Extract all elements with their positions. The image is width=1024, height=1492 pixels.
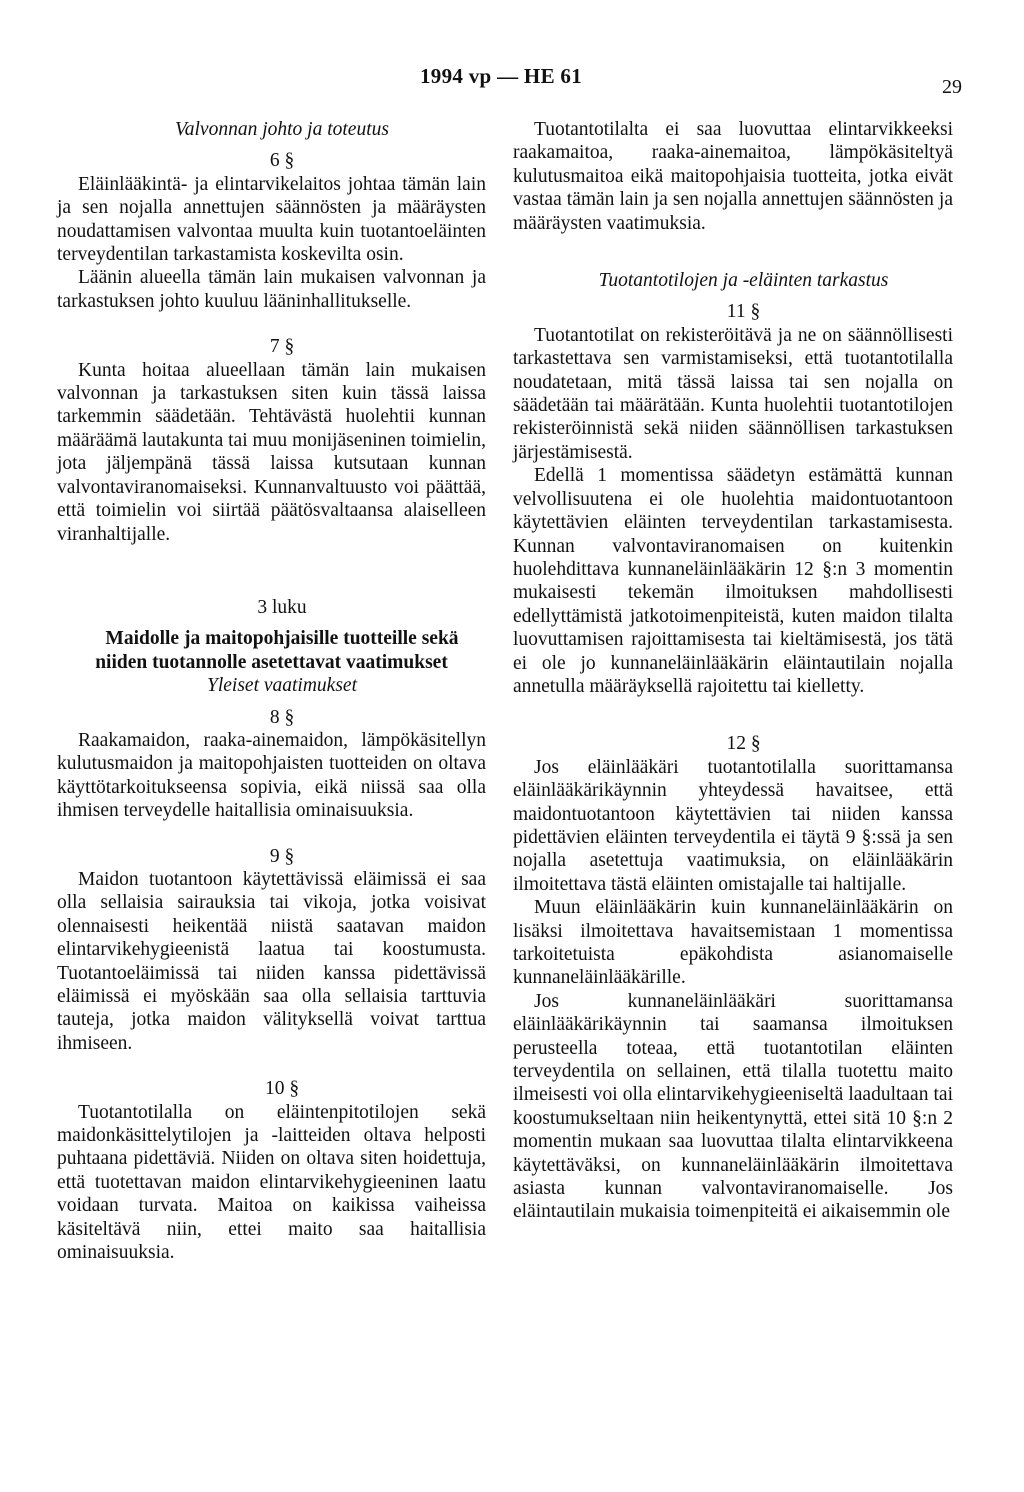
left-column xyxy=(57,118,486,1264)
section-12-paragraph-3: Jos kunnaneläinlääkäri suorittamansa eläinlääkärikäynnin tai saamansa ilmoituksen perusteella toteaa, että tuotantotilan eläinten terveydentila on sellainen, että tilalla tuotettu maito ilmeisesti voi olla elintarvikehygieeniseltä laadultaan tai koostumukseltaan niin heikentynyttä, ettei sitä 10 §:n 2 momentin mukaan saa luovuttaa tilalta elintarvikkeena käytettäväksi, on kunnaneläinlääkärin ilmoitettava asiasta kunnan valvontaviranomaiselle. Jos eläintautilain mukaisia toimenpiteitä ei aikaisemmin ole xyxy=(513,990,953,1223)
section-7-paragraph-1: Kunta hoitaa alueellaan tämän lain mukaisen valvonnan ja tarkastuksen siten kuin tässä laissa tarkemmin säädetään. Tehtävästä huolehtii kunnan määräämä lautakunta tai muu monijäseninen toimielin, jota jäljempänä tässä laissa kutsutaan kunnan valvontaviranomaiseksi. Kunnanvaltuusto voi päättää, että toimielin voi siirtää päätösvaltaansa alaiselleen viranhaltijalle. xyxy=(57,359,486,545)
section-7-number: 7 § xyxy=(269,336,295,358)
section-12-paragraph-2: Muun eläinlääkärin kuin kunnaneläinlääkärin on lisäksi ilmoitettava havaitsemistaan 1 momentissa tarkoitetuista epäkohdista asianomaiselle kunnaneläinlääkärille. xyxy=(513,897,953,989)
section-heading-yleiset: Yleiset vaatimukset xyxy=(206,675,357,697)
section-9-number: 9 § xyxy=(269,845,295,867)
section-12-number: 12 § xyxy=(726,733,761,755)
chapter-title: Maidolle ja maitopohjaisille tuotteille sekä niiden tuotannolle asetettavat vaatimukset xyxy=(95,628,459,673)
section-10-number: 10 § xyxy=(264,1078,300,1100)
section-8-number: 8 § xyxy=(269,706,295,728)
chapter-number: 3 luku xyxy=(257,596,307,618)
section-11-paragraph-2: Edellä 1 momentissa säädetyn estämättä kunnan velvollisuutena ei ole huolehtia maidontuotantoon käytettävien eläinten terveydentilan tarkastamisesta. Kunnan valvontaviranomaisen on kuitenkin huolehdittava kunnaneläinlääkärin 12 §:n 3 momentin mukaisesti tekemän ilmoituksen mahdollisesti edellyttämistä jatkotoimenpiteistä, kuten maidon tilalta luovuttamisen rajoittamisesta tai kieltämisestä, jos tätä ei ole jo kunnaneläinlääkärin eläintautilain nojalla annetulla määräyksellä rajoitettu tai kielletty. xyxy=(513,465,953,697)
page-header xyxy=(0,64,1024,98)
section-8-paragraph-1: Raakamaidon, raaka-ainemaidon, lämpökäsitellyn kulutusmaidon ja maitopohjaisten tuotteiden on oltava käyttötarkoitukseensa sopivia, eikä niissä saa olla ihmisen terveydelle haitallisia ominaisuuksia. xyxy=(57,729,486,822)
section-11-paragraph-1: Tuotantotilat on rekisteröitävä ja ne on säännöllisesti tarkastettava sen varmistamiseksi, että tuotantotilalla noudatetaan, mitä tässä laissa tai sen nojalla on säädetään tai määrätään. Kunta huolehtii tuotantotilojen rekisteröinnistä sekä niiden säännöllisen tarkastuksen järjestämisestä. xyxy=(513,324,953,463)
continued-paragraph: Tuotantotilalta ei saa luovuttaa elintarvikkeeksi raakamaitoa, raaka-ainemaitoa, lämpökäsiteltyä kulutusmaitoa eikä maitopohjaisia tuotteita, jotka eivät vastaa tämän lain ja sen nojalla annettujen säännösten ja määräysten vaatimuksia. xyxy=(513,119,953,234)
section-12-paragraph-1: Jos eläinlääkäri tuotantotilalla suorittamansa eläinlääkärikäynnin yhteydessä havaitsee, että maidontuotantoon käytettävien tai niiden kanssa pidettävien eläinten terveydentila ei täytä 9 §:ssä ja sen nojalla asetettuja vaatimuksia, on eläinlääkärin ilmoitettava tästä eläinten omistajalle tai haltijalle. xyxy=(513,756,953,895)
section-9-paragraph-1: Maidon tuotantoon käytettävissä eläimissä ei saa olla sellaisia sairauksia tai vikoja, jotka voisivat olennaisesti heikentää niistä saatavan maidon elintarvikehygieenistä laatua tai koostumusta. Tuotantoeläimissä tai niiden kanssa pidettävissä eläimissä ei myöskään saa olla sellaisia tarttuvia tauteja, jotka maidon välityksellä voivat tarttua ihmiseen. xyxy=(57,868,486,1054)
page-number: 29 xyxy=(942,76,962,98)
section-heading-valvonta: Valvonnan johto ja toteutus xyxy=(175,119,389,140)
running-head: 1994 vp — HE 61 xyxy=(420,64,583,88)
section-6-paragraph-1: Eläinlääkintä- ja elintarvikelaitos johtaa tämän lain ja sen nojalla annettujen säännösten ja määräysten noudattamisen valvontaa muulta kuin tuotantoeläinten terveydentilan tarkastamista koskevilta osin. xyxy=(57,173,486,266)
section-6-number: 6 § xyxy=(269,150,295,172)
right-column xyxy=(513,118,953,1224)
section-6-paragraph-2: Läänin alueella tämän lain mukaisen valvonnan ja tarkastuksen johto kuuluu lääninhallitukselle. xyxy=(57,267,486,312)
section-heading-tarkastus: Tuotantotilojen ja -eläinten tarkastus xyxy=(598,270,889,292)
section-11-number: 11 § xyxy=(726,301,761,323)
section-10-paragraph-1: Tuotantotilalla on eläintenpitotilojen sekä maidonkäsittelytilojen ja -laitteiden oltava helposti puhtaana pidettäviä. Niiden on oltava siten hoidettuja, että tuotettavan maidon elintarvikehygieeninen laatu voidaan turvata. Maitoa on kaikissa vaiheissa käsiteltävä niin, ettei maito saa haitallisia ominaisuuksia. xyxy=(57,1101,486,1264)
